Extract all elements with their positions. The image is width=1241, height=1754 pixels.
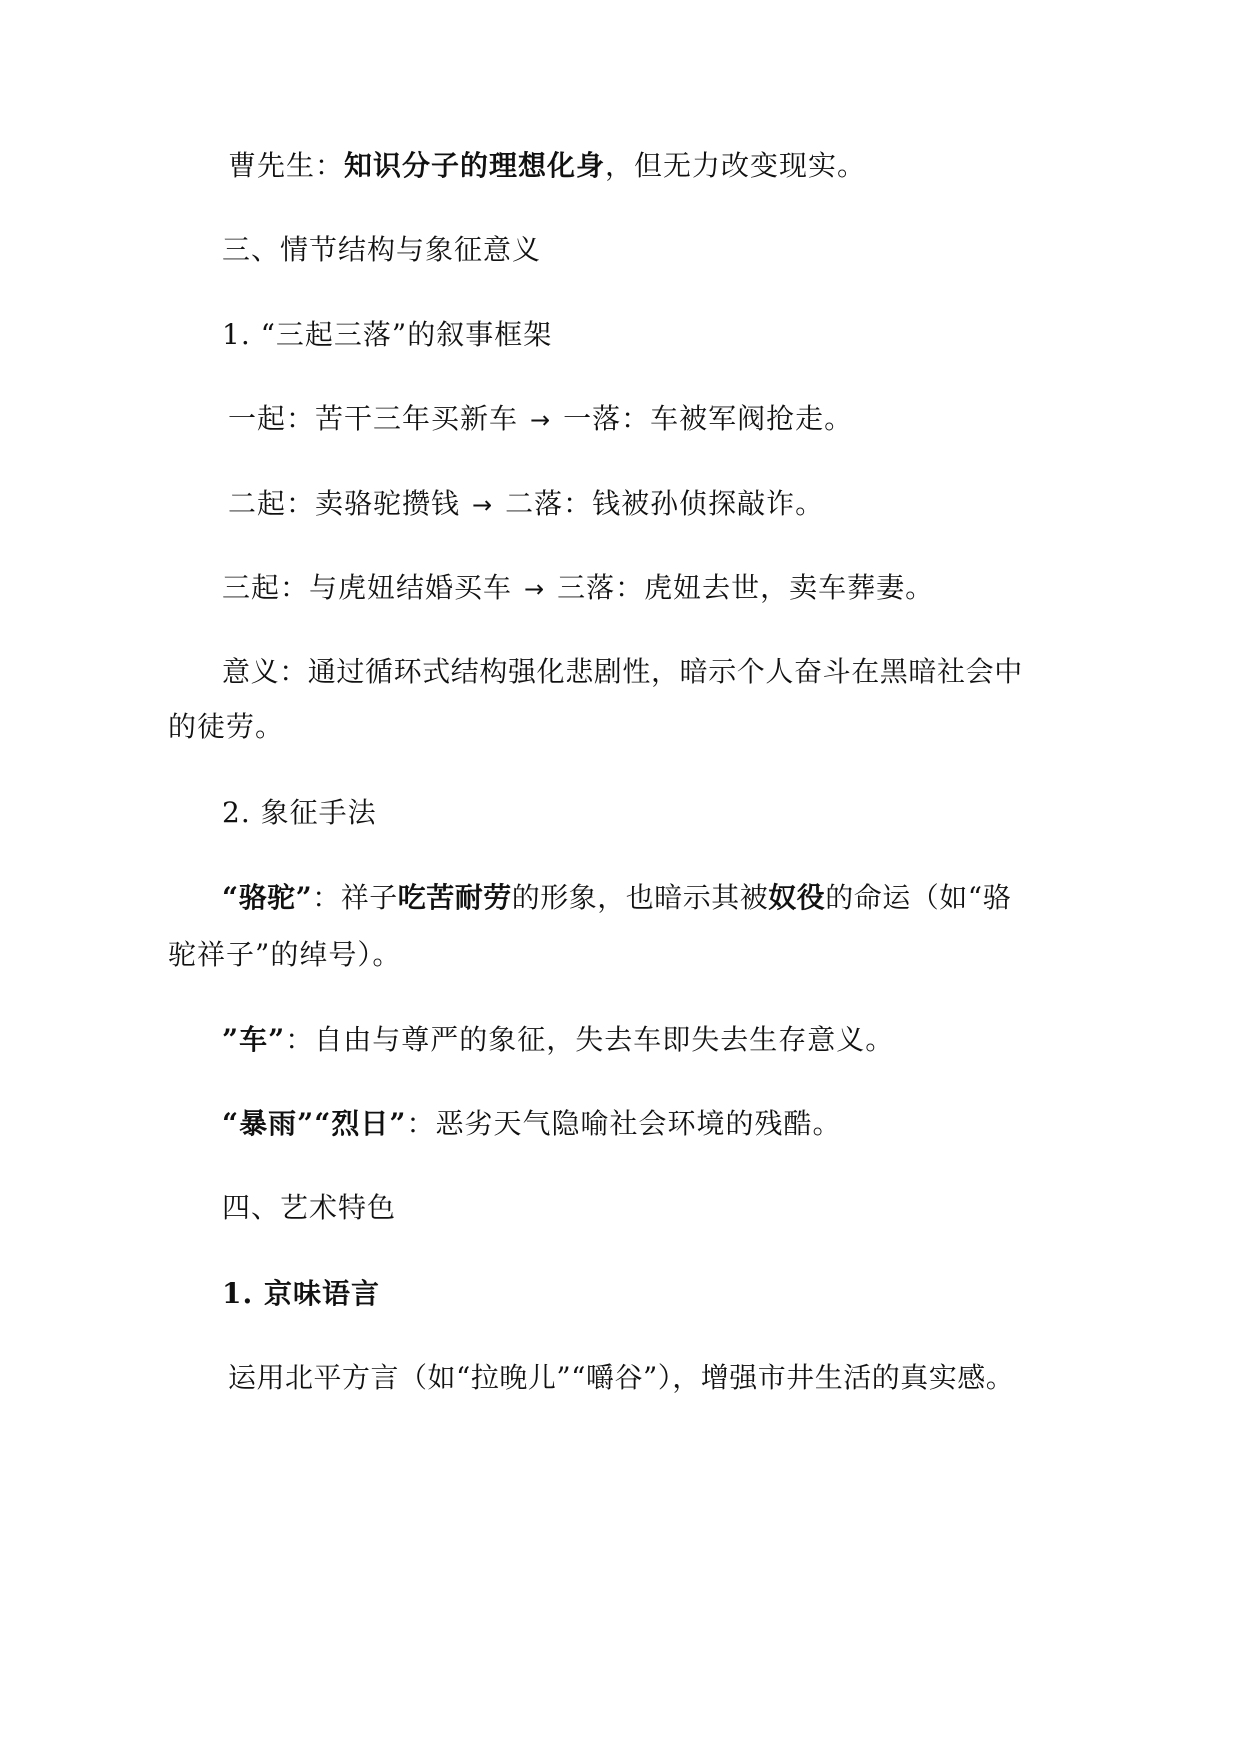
camel-term: “骆驼” [222,881,313,914]
cao-paragraph [228,146,866,186]
fall-2: 二落：钱被孙侦探敲诈。 [505,487,825,520]
camel-paragraph-line-1 [222,878,1011,918]
camel-emphasis-2: 奴役 [768,881,826,914]
car-paragraph [222,1020,894,1060]
camel-paragraph-line-2: 驼祥子”的绰号）。 [168,938,402,971]
section-3-heading: 三、情节结构与象征意义 [222,233,542,266]
plot-line-3 [222,568,934,609]
subsection-2-heading: 2. 象征手法 [222,796,377,829]
weather-term: “暴雨”“烈日” [222,1107,407,1140]
subsection-1-heading: 1. “三起三落”的叙事框架 [222,318,553,351]
arrow-right-icon: → [530,406,552,434]
car-rest: ：自由与尊严的象征，失去车即失去生存意义。 [285,1023,895,1056]
meaning-line-1: 意义：通过循环式结构强化悲剧性，暗示个人奋斗在黑暗社会中 [222,655,1023,688]
fall-3: 三落：虎妞去世，卖车葬妻。 [557,571,935,604]
camel-text-a: ：祥子 [312,881,398,914]
rise-2: 二起：卖骆驼攒钱 [228,487,461,520]
cao-rest: ，但无力改变现实。 [605,149,867,182]
fall-1: 一落：车被军阀抢走。 [563,402,854,435]
camel-text-c: 的命运（如“骆 [825,881,1012,914]
car-term: ”车” [222,1023,286,1056]
cao-emphasis: 知识分子的理想化身 [344,149,606,182]
weather-paragraph [222,1104,841,1144]
plot-line-2 [228,484,824,525]
rise-3: 三起：与虎妞结婚买车 [222,571,513,604]
camel-text-b: 的形象，也暗示其被 [511,881,769,914]
camel-emphasis-1: 吃苦耐劳 [397,881,512,914]
arrow-right-icon: → [472,491,494,519]
weather-rest: ：恶劣天气隐喻社会环境的残酷。 [406,1107,842,1140]
arrow-right-icon: → [524,575,546,603]
section-4-heading: 四、艺术特色 [222,1191,397,1224]
meaning-line-2: 的徒劳。 [168,710,285,743]
subsection-4-1-heading: 1. 京味语言 [222,1277,380,1310]
cao-label: 曹先生： [228,149,345,182]
rise-1: 一起：苦干三年买新车 [228,402,519,435]
plot-line-1 [228,399,853,440]
dialect-paragraph: 运用北平方言（如“拉晚儿”“嚼谷”），增强市井生活的真实感。 [228,1361,1015,1394]
